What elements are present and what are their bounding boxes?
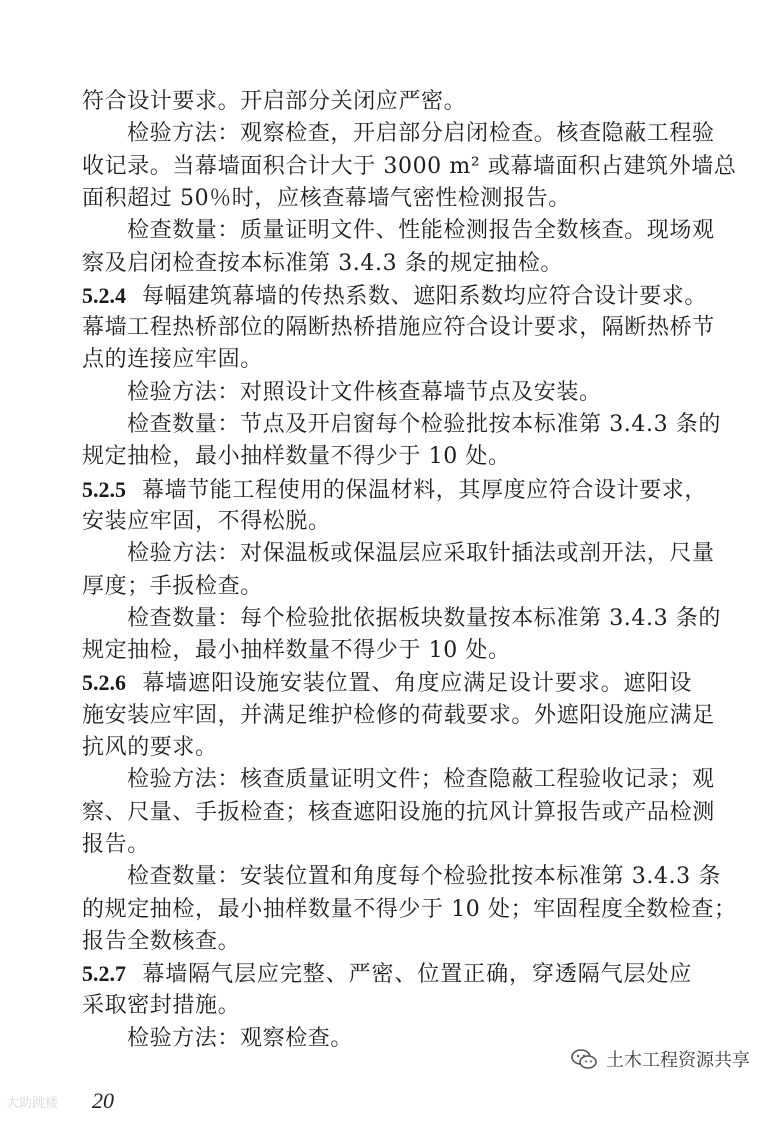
clause-number: 5.2.4 [82, 282, 126, 308]
watermark-right [570, 1046, 750, 1072]
clause-number: 5.2.7 [82, 961, 126, 987]
text-line: 抗风的要求。 [82, 735, 218, 760]
text-line: 检验方法：对保温板或保温层应采取针插法或剖开法，尺量 [127, 541, 715, 567]
text-line: 施安装应牢固，并满足维护检修的荷载要求。外遮阳设施应满足 [82, 702, 715, 728]
text-line: 点的连接应牢固。 [82, 347, 263, 373]
text-line: 收记录。当幕墙面积合计大于 3000 m² 或幕墙面积占建筑外墙总 [82, 153, 737, 179]
text-line: 的规定抽检，最小抽样数量不得少于 10 处；牢固程度全数检查； [82, 896, 737, 922]
clause-number: 5.2.6 [82, 670, 126, 696]
text-line: 面积超过 50％时，应核查幕墙气密性检测报告。 [82, 185, 571, 211]
clause-text: 每幅建筑幕墙的传热系数、遮阳系数均应符合设计要求。 [142, 283, 708, 309]
text-line: 符合设计要求。开启部分关闭应严密。 [82, 89, 467, 114]
clause-5-2-4 [82, 280, 708, 312]
text-line: 检查数量：质量证明文件、性能检测报告全数核查。现场观 [127, 218, 715, 244]
text-line: 幕墙工程热桥部位的隔断热桥措施应符合设计要求，隔断热桥节 [82, 315, 715, 341]
page-number: 20 [92, 1088, 114, 1113]
text-line: 察、尺量、手扳检查；核查遮阳设施的抗风计算报告或产品检测 [82, 799, 715, 825]
text-line: 采取密封措施。 [82, 993, 241, 1019]
text-line: 检查数量：安装位置和角度每个检验批按本标准第 3.4.3 条 [127, 864, 721, 890]
clause-5-2-7 [82, 958, 692, 990]
text-line: 规定抽检，最小抽样数量不得少于 10 处。 [82, 638, 511, 664]
clause-5-2-5 [82, 474, 708, 506]
text-line: 察及启闭检查按本标准第 3.4.3 条的规定抽检。 [82, 250, 563, 276]
clause-text: 幕墙节能工程使用的保温材料，其厚度应符合设计要求， [142, 477, 708, 503]
clause-text: 幕墙隔气层应完整、严密、位置正确，穿透隔气层处应 [142, 962, 692, 988]
watermark-left: 大助跳楼 [6, 1096, 59, 1111]
text-line: 检查数量：每个检验批依据板块数量按本标准第 3.4.3 条的 [127, 605, 721, 631]
text-line: 检查数量：节点及开启窗每个检验批按本标准第 3.4.3 条的 [127, 412, 721, 437]
clause-text: 幕墙遮阳设施安装位置、角度应满足设计要求。遮阳设 [142, 671, 692, 697]
watermark-text: 土木工程资源共享 [606, 1050, 750, 1071]
text-line: 检验方法：观察检查，开启部分启闭检查。核查隐蔽工程验 [127, 121, 715, 147]
text-line: 安装应牢固，不得松脱。 [82, 508, 331, 534]
text-line: 厚度；手扳检查。 [82, 573, 263, 599]
clause-5-2-6 [82, 667, 692, 699]
text-line: 检验方法：对照设计文件核查幕墙节点及安装。 [127, 379, 602, 405]
clause-number: 5.2.5 [82, 476, 126, 502]
text-line: 规定抽检，最小抽样数量不得少于 10 处。 [82, 444, 511, 470]
text-line: 报告全数核查。 [82, 928, 241, 954]
text-line: 检验方法：核查质量证明文件；检查隐蔽工程验收记录；观 [127, 767, 715, 793]
text-line: 检验方法：观察检查。 [127, 1025, 354, 1051]
text-line: 报告。 [82, 831, 150, 857]
wechat-icon [570, 1048, 598, 1070]
